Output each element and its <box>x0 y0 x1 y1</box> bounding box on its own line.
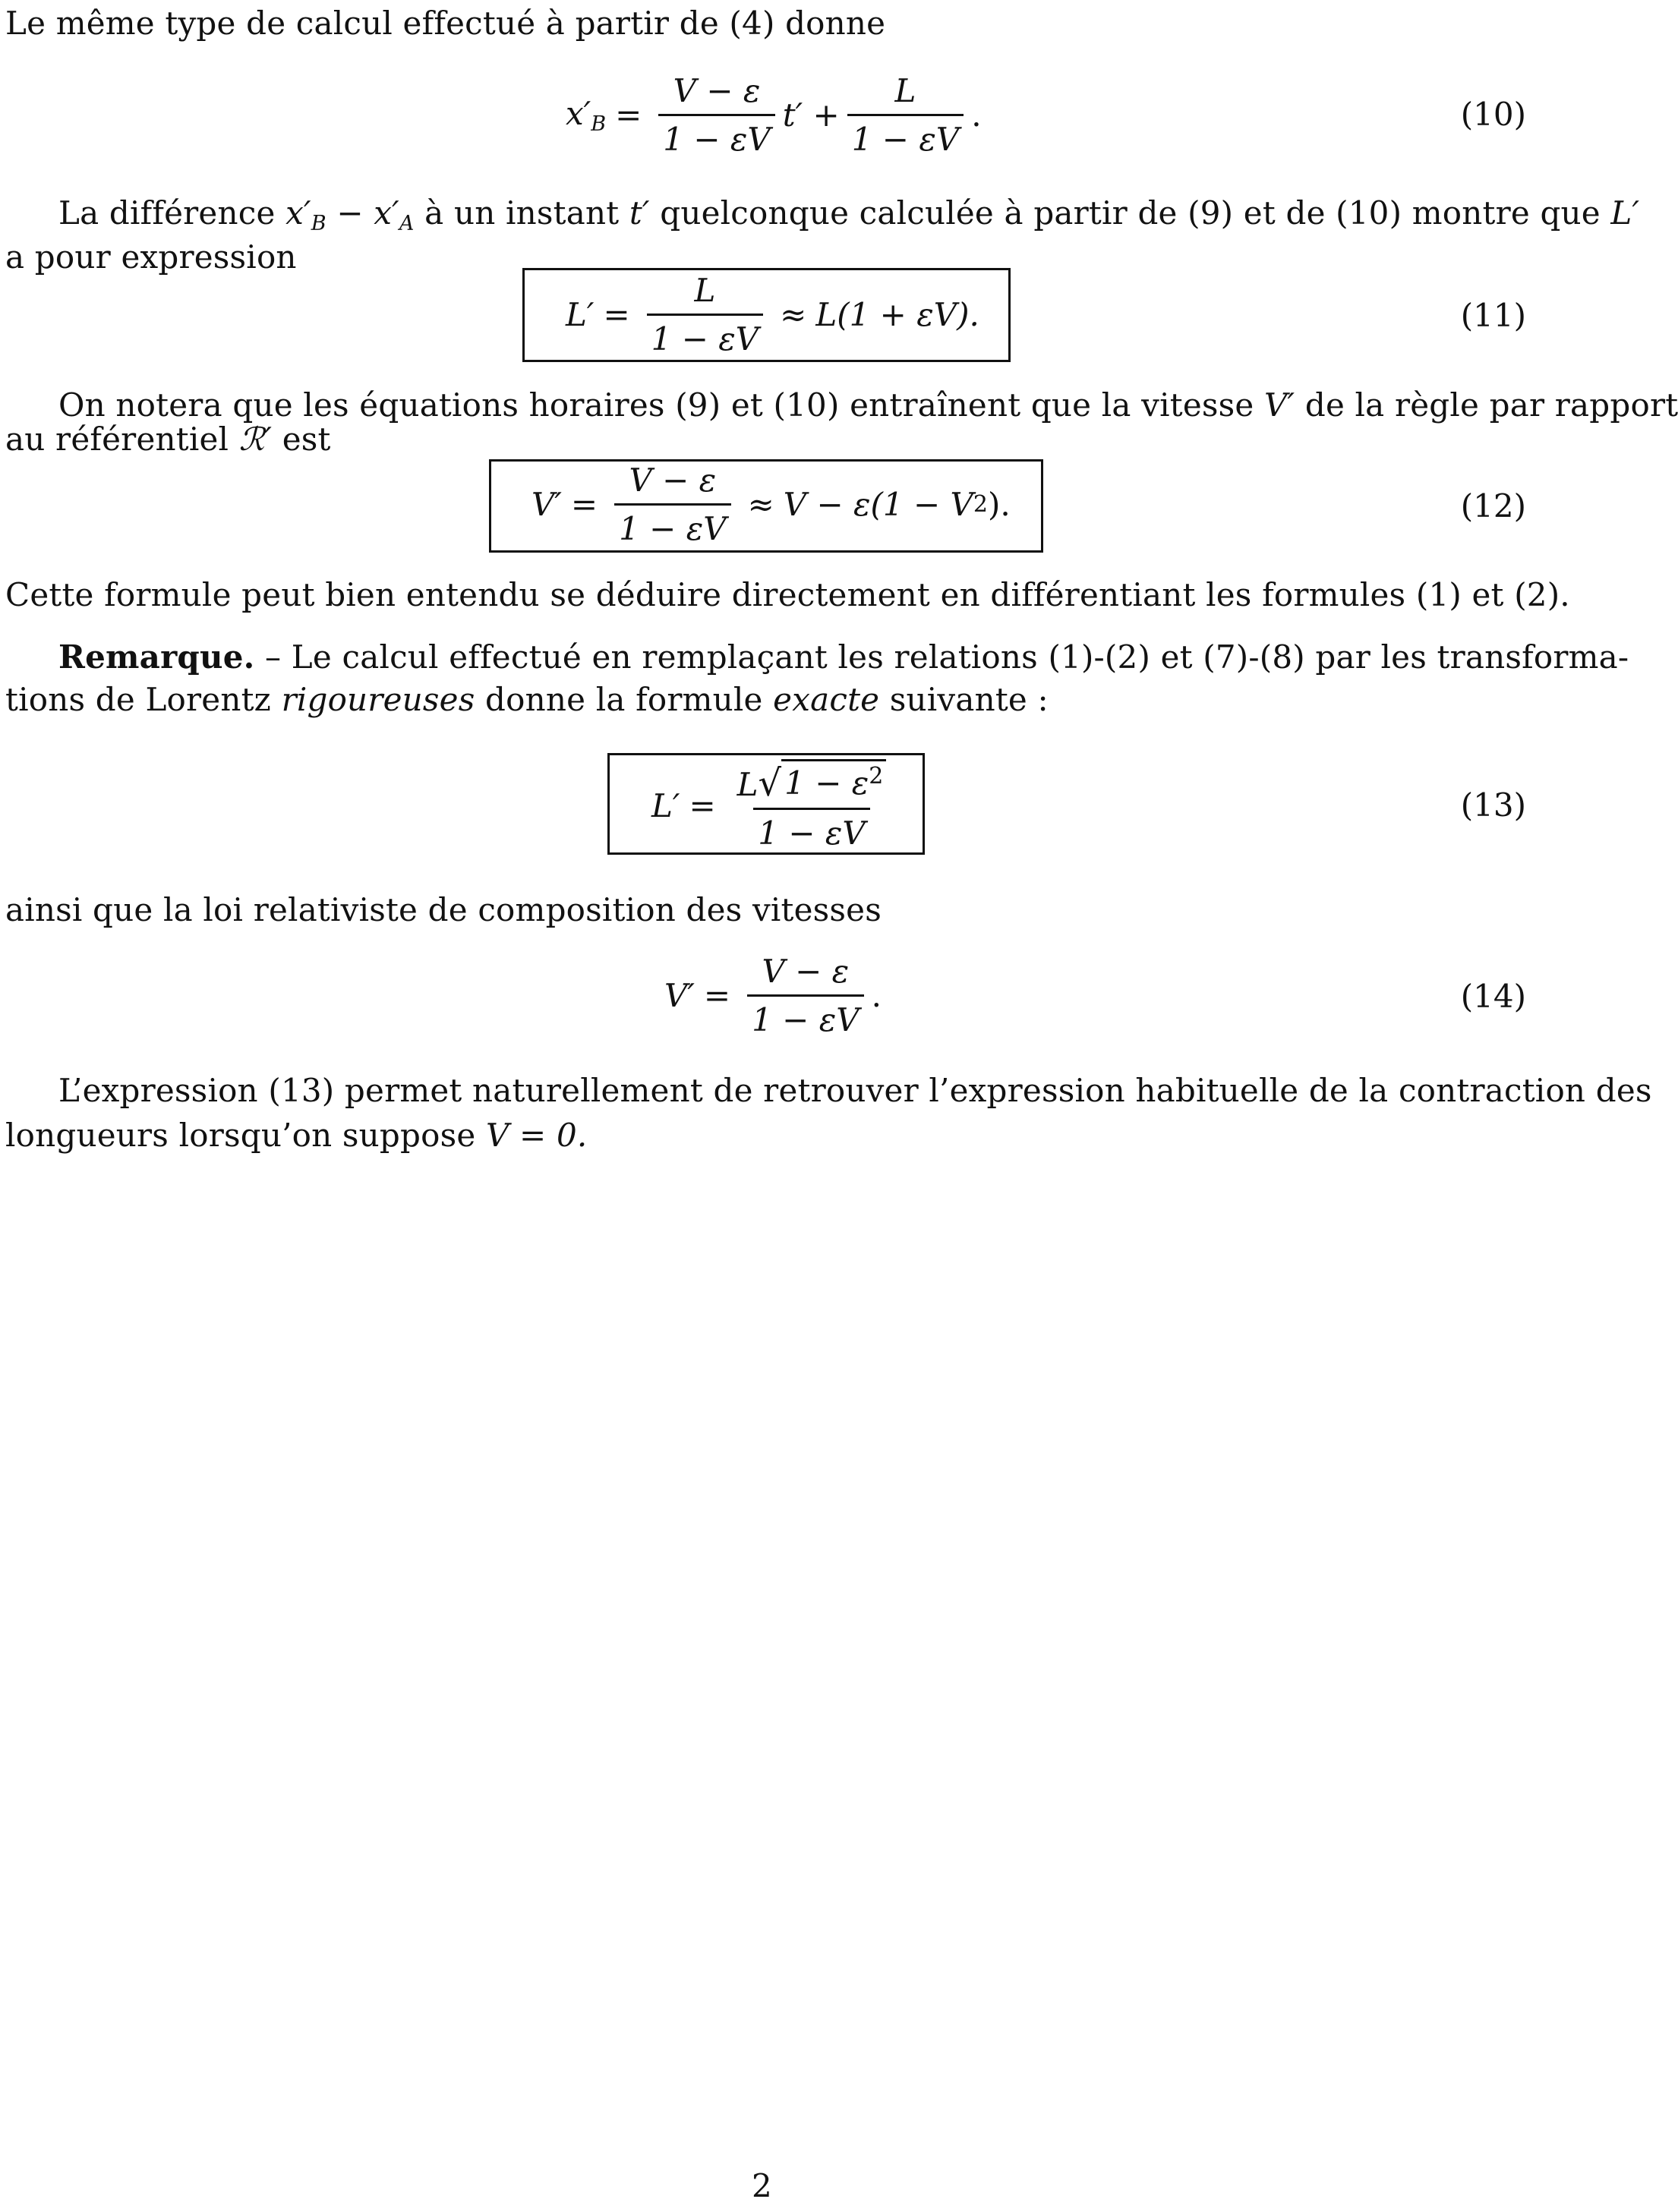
paragraph-remarque-line1: Remarque. – Le calcul effectué en remplaçant les relations (1)-(2) et (7)-(8) par les transforma- <box>58 638 1629 676</box>
square-root: √ $1 - \varepsilon^2$ <box>759 759 887 802</box>
eq12-fraction: $\frac{V - \varepsilon}{1 - \varepsilon V}$ <box>614 462 730 547</box>
paragraph-remarque-line2: tions de Lorentz rigoureuses donne la formule exacte suivante : <box>5 681 1049 718</box>
eq11-fraction: $\frac{L}{1 - \varepsilon V}$ <box>647 272 763 358</box>
page-number: 2 <box>752 2167 772 2204</box>
eq10-fraction-2: $\frac{L}{1 - \varepsilon V}$ <box>847 72 964 158</box>
paragraph-intro-eq10 <box>5 5 886 42</box>
paragraph-difference-line1: La différence $x'_B - x'_A$ à un instant t′ quelconque calculée à partir de (9) et de (10) montre que L′ <box>58 194 1640 235</box>
equation-number-11: (11) <box>1460 297 1526 334</box>
paragraph-velocity-line1: On notera que les équations horaires (9) et (10) entraînent que la vitesse V′ de la règle par rapport <box>58 386 1678 424</box>
period: . <box>971 96 982 134</box>
paragraph-derivation-note: Cette formule peut bien entendu se déduire directement en différentiant les formules (1) et (2). <box>5 576 1570 613</box>
equation-number-12: (12) <box>1460 487 1526 525</box>
equation-11: L′ = $\frac{L}{1 - \varepsilon V}$ ≈ L(1 + εV). <box>566 272 979 358</box>
eq10-lhs: $x'_B$ <box>566 94 607 136</box>
eq10-mid: t′ + <box>782 96 840 134</box>
remarque-label: Remarque. <box>58 638 255 676</box>
text: Le même type de calcul effectué à partir de (4) donne <box>5 5 886 42</box>
eq13-fraction: L √ $1 - \varepsilon^2$ 1 − εV <box>733 759 891 852</box>
eq10-fraction-1: $\frac{V - \varepsilon}{1 - \varepsilon V}$ <box>658 72 774 158</box>
equals-sign: = <box>615 96 642 134</box>
paragraph-velocity-line2: au référentiel ℛ′ est <box>5 421 331 458</box>
paragraph-conclusion-line2: longueurs lorsqu’on suppose V = 0. <box>5 1117 588 1154</box>
equation-number-13: (13) <box>1460 786 1526 824</box>
equation-number-14: (14) <box>1460 978 1526 1015</box>
paragraph-difference-line2: a pour expression <box>5 238 297 276</box>
equation-12: V′ = $\frac{V - \varepsilon}{1 - \varepsilon V}$ ≈ V − ε(1 − V 2 ). <box>531 462 1011 547</box>
equation-number-10: (10) <box>1460 96 1526 133</box>
equation-10 <box>566 72 982 158</box>
paragraph-conclusion-line1: L’expression (13) permet naturellement de retrouver l’expression habituelle de la contraction des <box>58 1072 1652 1109</box>
equation-14: V′ = $\frac{V - \varepsilon}{1 - \varepsilon V}$ . <box>664 953 882 1038</box>
equation-13: L′ = L √ $1 - \varepsilon^2$ 1 − εV <box>651 759 898 852</box>
paragraph-composition: ainsi que la loi relativiste de composition des vitesses <box>5 891 882 928</box>
eq14-fraction: $\frac{V - \varepsilon}{1 - \varepsilon V}$ <box>747 953 863 1038</box>
